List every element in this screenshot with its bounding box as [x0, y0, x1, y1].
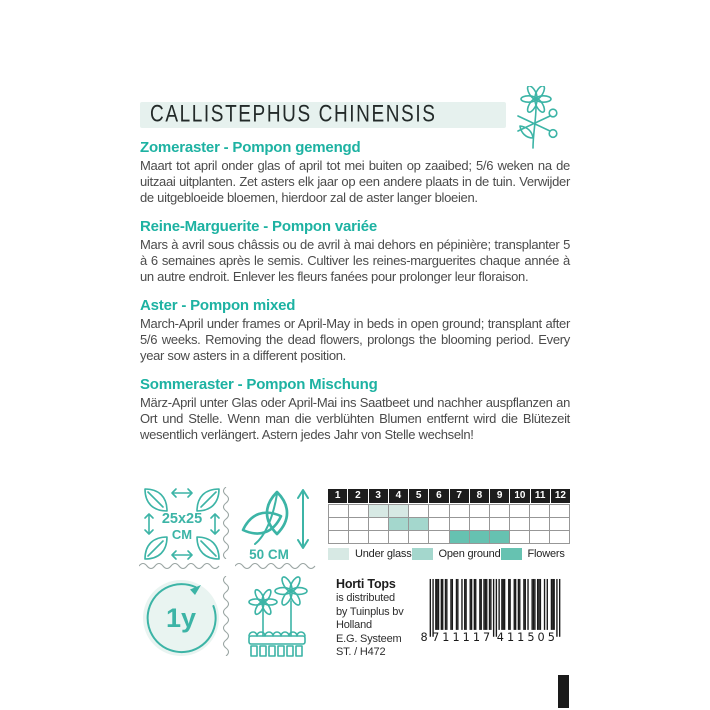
month-cell	[530, 505, 550, 518]
month-header-cell: 4	[389, 489, 408, 503]
barcode	[420, 576, 570, 648]
legend-label: Under glass	[355, 548, 412, 560]
month-cell	[329, 505, 349, 518]
month-cell	[329, 518, 349, 531]
calendar-row	[329, 518, 570, 531]
section-body-fr: Mars à avril sous châssis ou de avril à mai dehors en pépinière; transplanter 5 à 6 semaines après le semis. Cultiver les reines-marguerites chaque année à un autre endroit. Enlever les fleurs fanées pour prolonger leur floraison.	[140, 237, 570, 284]
section-heading-en: Aster - Pompon mixed	[140, 297, 296, 314]
month-cell	[470, 518, 490, 531]
month-cell	[389, 505, 409, 518]
sowing-calendar	[328, 489, 570, 560]
plant-height-cell	[233, 484, 319, 564]
legend-item	[501, 548, 570, 560]
legend-label: Open ground	[438, 548, 501, 560]
month-header-cell: 3	[369, 489, 388, 503]
month-cell	[369, 531, 389, 544]
month-cell	[470, 505, 490, 518]
month-header-cell: 6	[429, 489, 448, 503]
month-cell	[409, 531, 429, 544]
distributor-name: Horti Tops	[336, 577, 396, 591]
month-header-cell: 9	[490, 489, 509, 503]
plant-spacing-cell	[139, 484, 225, 564]
section-body-de: März-April unter Glas oder April-Mai ins Saatbeet und nachher auspflanzen an Ort und Stelle. Wenn man die verblühten Blumen entfernt wird die Blütezeit wesentlich verlängert. Astern jedes Jahr von Stelle wechseln!	[140, 395, 570, 442]
month-cell	[530, 518, 550, 531]
month-cell	[550, 531, 570, 544]
month-cell	[450, 505, 470, 518]
month-cell	[429, 531, 449, 544]
calendar-legend	[328, 548, 570, 560]
distributor-line: is distributed	[336, 592, 395, 604]
month-cell	[550, 518, 570, 531]
calendar-header	[328, 489, 570, 503]
month-cell	[470, 531, 490, 544]
legend-item	[412, 548, 501, 560]
month-cell	[510, 531, 530, 544]
month-header-cell: 5	[409, 489, 428, 503]
month-cell	[409, 518, 429, 531]
month-cell	[490, 505, 510, 518]
barcode-digits-left: 711117	[432, 630, 494, 644]
section-heading-nl: Zomeraster - Pompon gemengd	[140, 139, 361, 156]
calendar-row	[329, 505, 570, 518]
section-heading-de: Sommeraster - Pompon Mischung	[140, 376, 378, 393]
legend-item	[328, 548, 412, 560]
section-body-nl: Maart tot april onder glas of april tot mei buiten op zaaibed; 5/6 weken na de uitzaai uitplanten. Zet asters elk jaar op een andere plaats in de tuin. Verwijder de uitgebloeide bloemen, hierdoor zal de aster langer bloeien.	[140, 158, 570, 205]
divider-horizontal-left	[139, 562, 223, 570]
section-heading-fr: Reine-Marguerite - Pompon variée	[140, 218, 377, 235]
flowers-planter-cell	[233, 574, 319, 662]
month-header-cell: 12	[551, 489, 570, 503]
legend-swatch	[501, 548, 522, 560]
annual-cycle-label: 1y	[165, 602, 197, 633]
title-banner	[140, 102, 506, 128]
month-cell	[349, 518, 369, 531]
distributor-line: by Tuinplus bv	[336, 605, 404, 618]
barcode-bars	[430, 579, 561, 637]
month-cell	[429, 518, 449, 531]
legend-swatch	[328, 548, 349, 560]
distributor-line: Holland	[336, 619, 372, 631]
month-cell	[369, 505, 389, 518]
month-cell	[450, 531, 470, 544]
month-cell	[490, 531, 510, 544]
barcode-digits-right: 411505	[496, 630, 558, 644]
month-cell	[510, 505, 530, 518]
divider-vertical-top	[222, 487, 230, 559]
month-header-cell: 2	[348, 489, 367, 503]
month-header-cell: 1	[328, 489, 347, 503]
spacing-label: 25x25 CM	[161, 511, 203, 542]
month-cell	[550, 505, 570, 518]
month-header-cell: 7	[450, 489, 469, 503]
distributor-line: E.G. Systeem	[336, 632, 402, 645]
month-cell	[530, 531, 550, 544]
month-cell	[409, 505, 429, 518]
annual-cycle-cell	[139, 574, 225, 662]
month-header-cell: 8	[470, 489, 489, 503]
height-label: 50 CM	[249, 547, 289, 562]
month-cell	[429, 505, 449, 518]
month-cell	[450, 518, 470, 531]
page-title: CALLISTEPHUS CHINENSIS	[150, 100, 437, 128]
month-cell	[369, 518, 389, 531]
section-nl	[140, 139, 570, 206]
section-body-en: March-April under frames or April-May in beds in open ground; transplant after 5/6 weeks. Removing the dead flowers, prolongs the blooming period. Every year sow asters in a different position.	[140, 316, 570, 363]
month-cell	[389, 518, 409, 531]
flowers-planter-icon	[233, 574, 319, 662]
month-header-cell: 10	[510, 489, 529, 503]
print-registration-mark	[558, 675, 569, 708]
distributor-block	[336, 577, 428, 660]
divider-horizontal-right	[235, 562, 319, 570]
section-en	[140, 297, 570, 364]
description-sections	[140, 139, 570, 455]
calendar-body	[328, 504, 570, 544]
legend-label: Flowers	[527, 548, 565, 560]
month-cell	[349, 505, 369, 518]
month-cell	[329, 531, 349, 544]
calendar-row	[329, 531, 570, 544]
month-header-cell: 11	[531, 489, 550, 503]
month-cell	[389, 531, 409, 544]
month-cell	[490, 518, 510, 531]
distributor-line: ST. / H472	[336, 646, 386, 658]
barcode-digit-first: 8	[420, 630, 428, 644]
section-fr	[140, 218, 570, 285]
section-de	[140, 376, 570, 443]
legend-swatch	[412, 548, 433, 560]
month-cell	[349, 531, 369, 544]
month-cell	[510, 518, 530, 531]
